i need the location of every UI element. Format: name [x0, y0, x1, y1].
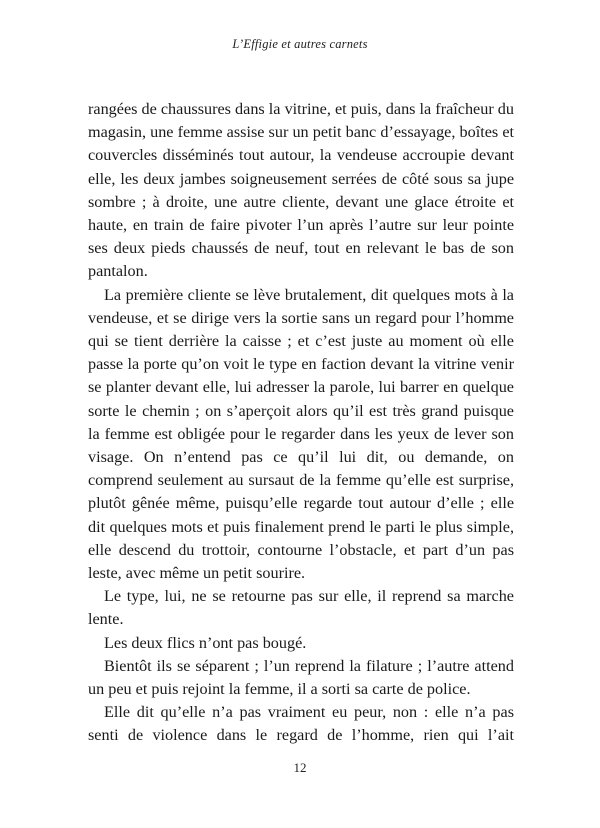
paragraph: Les deux flics n’ont pas bougé.	[104, 633, 307, 652]
running-head: L’Effigie et autres carnets	[232, 37, 368, 51]
body-text	[88, 98, 514, 748]
paragraph: La première cliente se lève brutalement, dit quelques mots à la vendeuse, et se dirige vers la sortie sans un regard pour l’homme qui se tient derrière la caisse ; et c’est juste au moment où elle passe la porte qu’on voit le type en faction devant la vitrine venir se planter devant elle, lui adresser la parole, lui barrer en quelque sorte le chemin ; on s’aperçoit alors qu’il est très grand puisque la femme est obligée pour le regarder dans les yeux de lever son visage. On n’entend pas ce qu’il lui dit, ou demande, on comprend seulement au sursaut de la femme qu’elle est surprise, plutôt gênée même, puisqu’elle regarde tout autour d’elle ; elle dit quelques mots et puis finalement prend le parti le plus simple, elle descend du trottoir, contourne l’obstacle, et part d’un pas leste, avec même un petit sourire.	[88, 285, 514, 583]
paragraph: Bientôt ils se séparent ; l’un reprend la filature ; l’autre attend un peu et puis rejoint la femme, il a sorti sa carte de police.	[88, 656, 514, 699]
paragraph-continued: rangées de chaussures dans la vitrine, et puis, dans la fraîcheur du magasin, une femme assise sur un petit banc d’essayage, boîtes et couvercles disséminés tout autour, la vendeuse accroupie devant elle, les deux jambes soigneusement serrées de côté sous sa jupe sombre ; à droite, une autre cliente, devant une glace étroite et haute, en train de faire pivoter l’un après l’autre sur leur pointe ses deux pieds chaussés de neuf, tout en relevant le bas de son pantalon.	[88, 100, 514, 281]
page-number: 12	[293, 760, 307, 775]
paragraph: Le type, lui, ne se retourne pas sur elle, il reprend sa marche lente.	[88, 587, 514, 629]
paragraph-continues: Elle dit qu’elle n’a pas vraiment eu peur, non : elle n’a pas senti de violence dans le regard de l’homme, rien qui l’ait	[88, 703, 514, 745]
